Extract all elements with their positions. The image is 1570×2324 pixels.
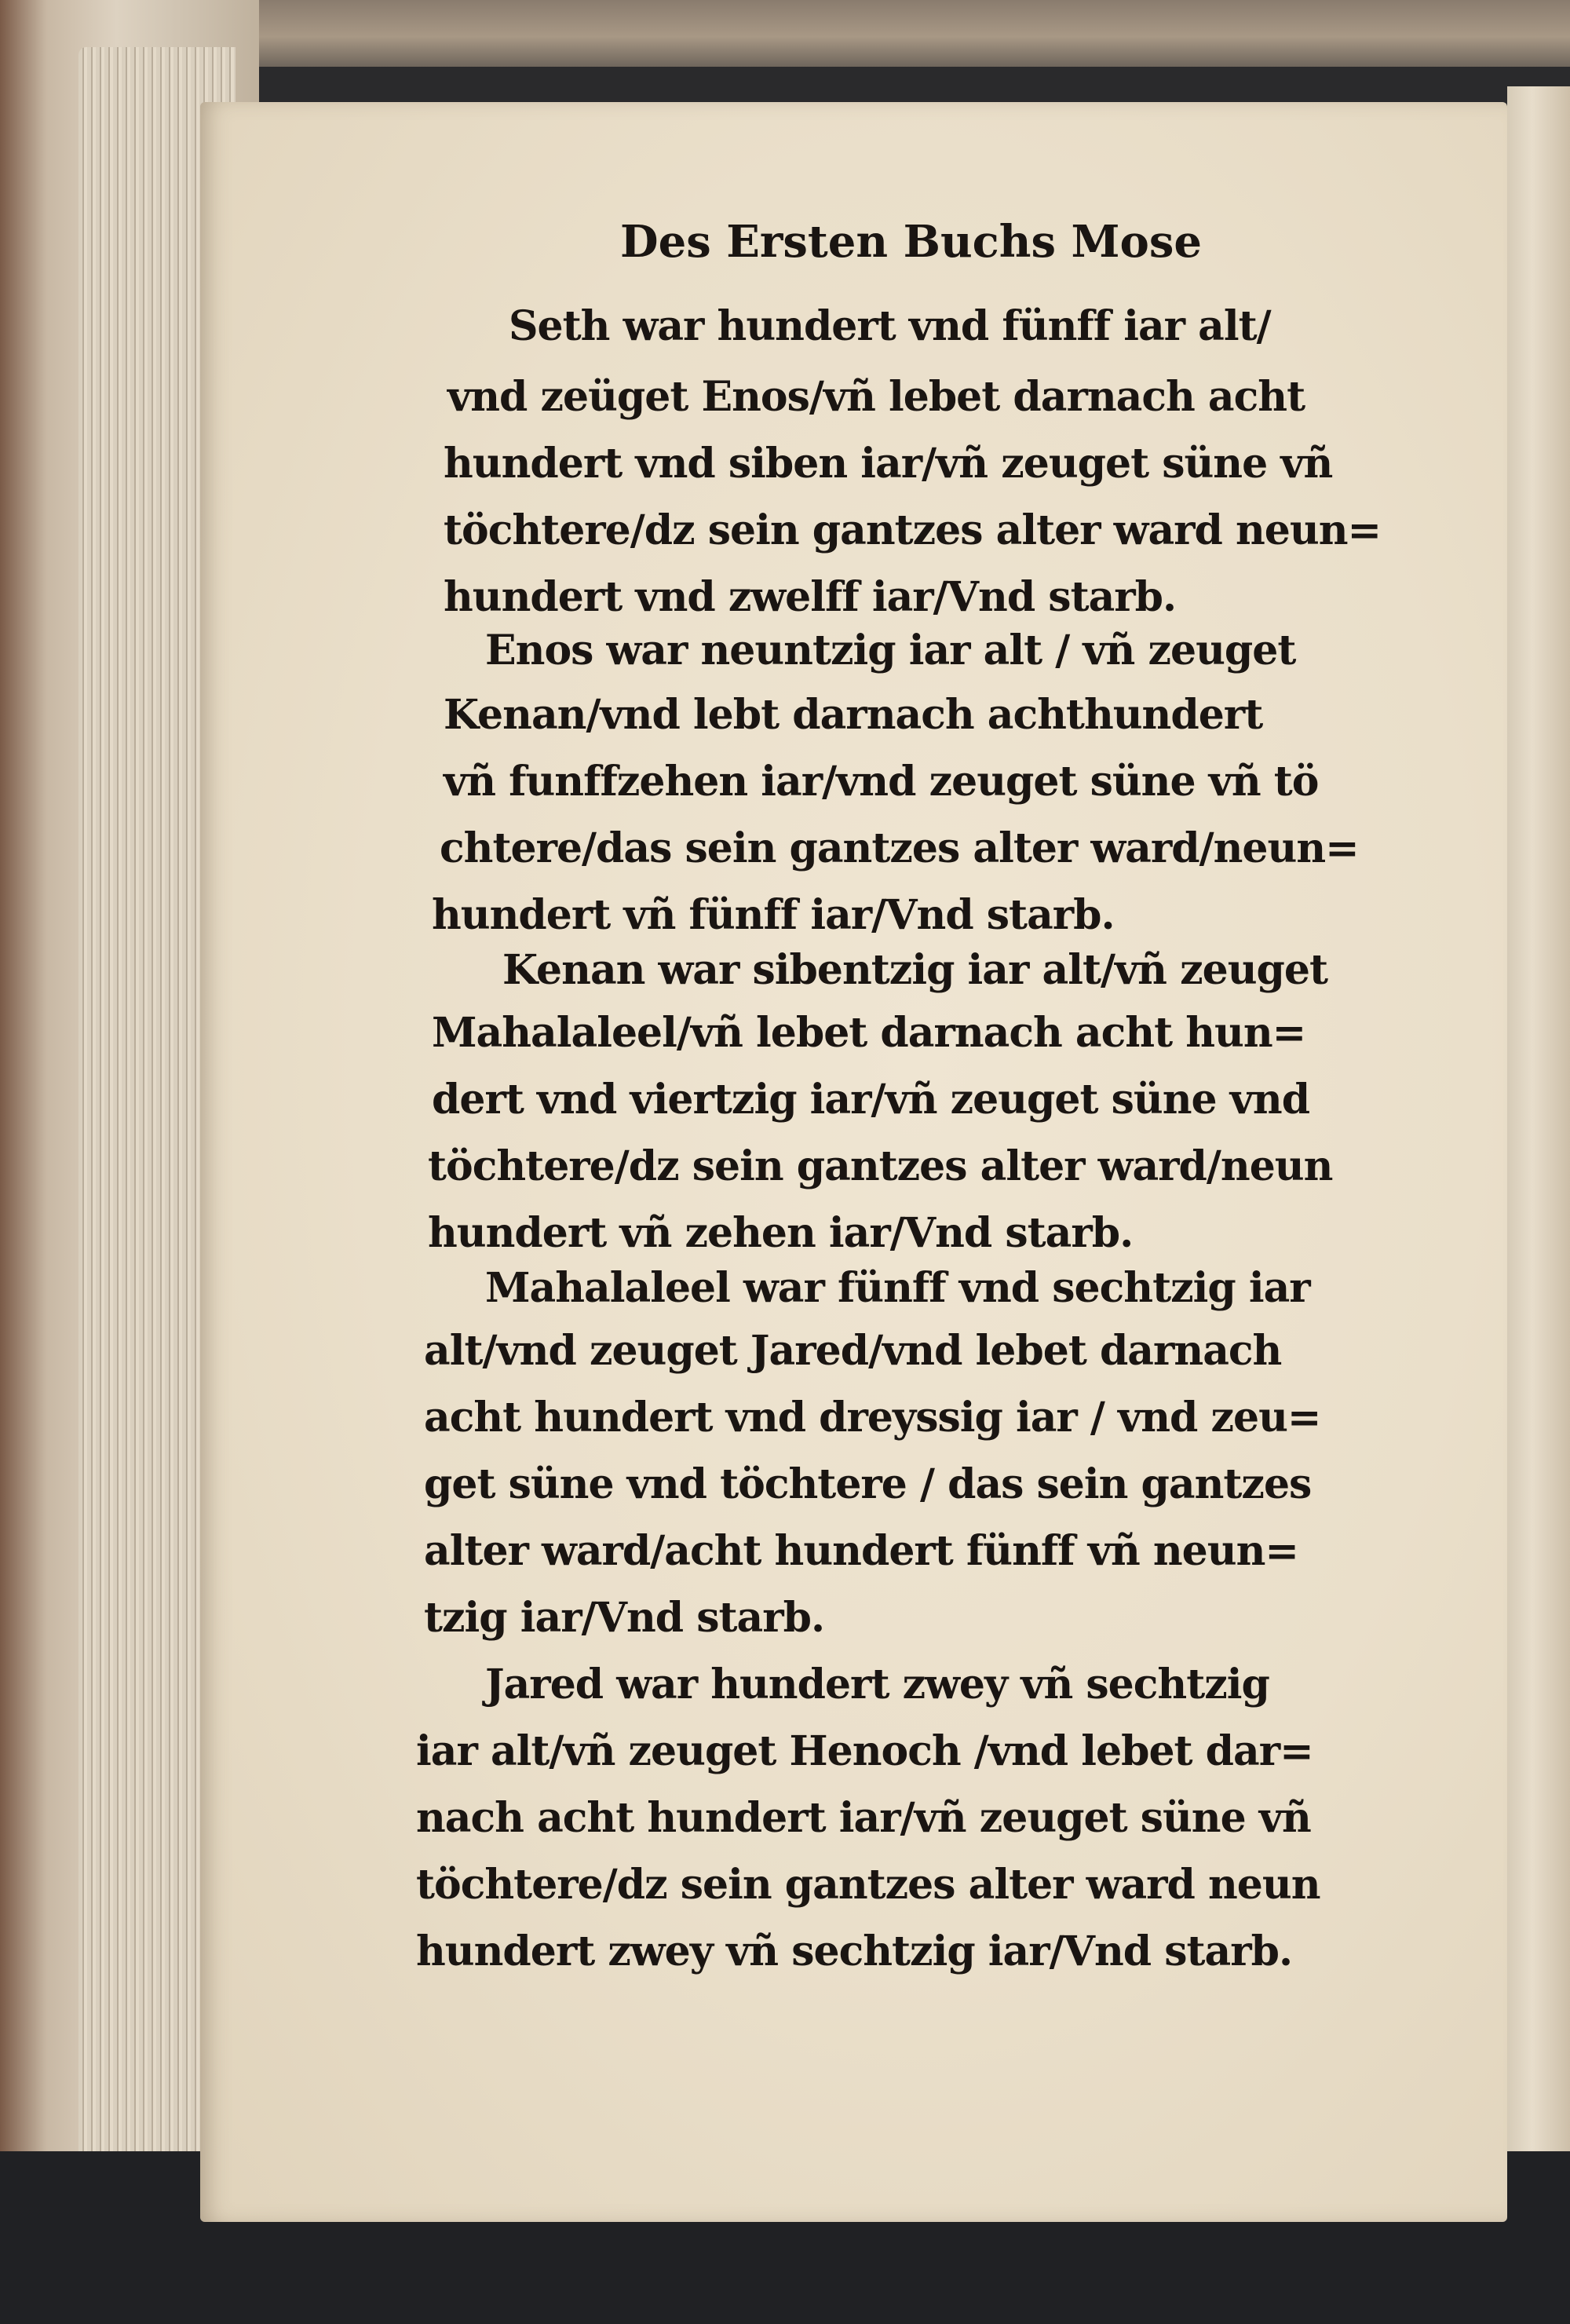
text-line: get süne vnd töchtere / das sein gantzes: [424, 1460, 1312, 1508]
text-line: hundert vñ zehen iar/Vnd starb.: [428, 1209, 1134, 1257]
text-line: nach acht hundert iar/vñ zeuget süne vñ: [416, 1794, 1311, 1842]
right-page-edge: [1507, 86, 1570, 2191]
text-line: hundert vñ fünff iar/Vnd starb.: [432, 891, 1115, 939]
text-line: alter ward/acht hundert fünff vñ neun=: [424, 1527, 1298, 1575]
text-line: Mahalaleel/vñ lebet darnach acht hun=: [432, 1009, 1306, 1057]
text-line: hundert vnd zwelff iar/Vnd starb.: [444, 573, 1177, 621]
text-line: Kenan war sibentzig iar alt/vñ zeuget: [502, 946, 1327, 994]
text-line: chtere/das sein gantzes alter ward/neun=: [440, 824, 1359, 872]
text-line: hundert zwey vñ sechtzig iar/Vnd starb.: [416, 1928, 1293, 1975]
text-line: Kenan/vnd lebt darnach achthundert: [444, 691, 1263, 739]
text-line: vñ funffzehen iar/vnd zeuget süne vñ tö: [444, 758, 1319, 806]
text-line: Mahalaleel war fünff vnd sechtzig iar: [485, 1264, 1310, 1312]
text-line: Seth war hundert vnd fünff iar alt/: [509, 302, 1271, 350]
text-line: Jared war hundert zwey vñ sechtzig: [485, 1661, 1269, 1708]
text-line: alt/vnd zeuget Jared/vnd lebet darnach: [424, 1327, 1282, 1375]
text-line: iar alt/vñ zeuget Henoch /vnd lebet dar=: [416, 1727, 1313, 1775]
text-line: vnd zeüget Enos/vñ lebet darnach acht: [447, 373, 1305, 421]
text-line: hundert vnd siben iar/vñ zeuget süne vñ: [444, 440, 1333, 488]
text-line: Enos war neuntzig iar alt / vñ zeuget: [485, 627, 1296, 674]
text-line: acht hundert vnd dreyssig iar / vnd zeu=: [424, 1394, 1321, 1442]
text-line: dert vnd viertzig iar/vñ zeuget süne vnd: [432, 1076, 1310, 1124]
text-line: töchtere/dz sein gantzes alter ward neun=: [444, 506, 1382, 554]
running-head: Des Ersten Buchs Mose: [620, 216, 1203, 268]
text-line: tzig iar/Vnd starb.: [424, 1594, 825, 1642]
text-line: töchtere/dz sein gantzes alter ward/neun: [428, 1142, 1333, 1190]
book-cover-top-edge: [259, 0, 1570, 67]
text-line: töchtere/dz sein gantzes alter ward neun: [416, 1861, 1320, 1909]
